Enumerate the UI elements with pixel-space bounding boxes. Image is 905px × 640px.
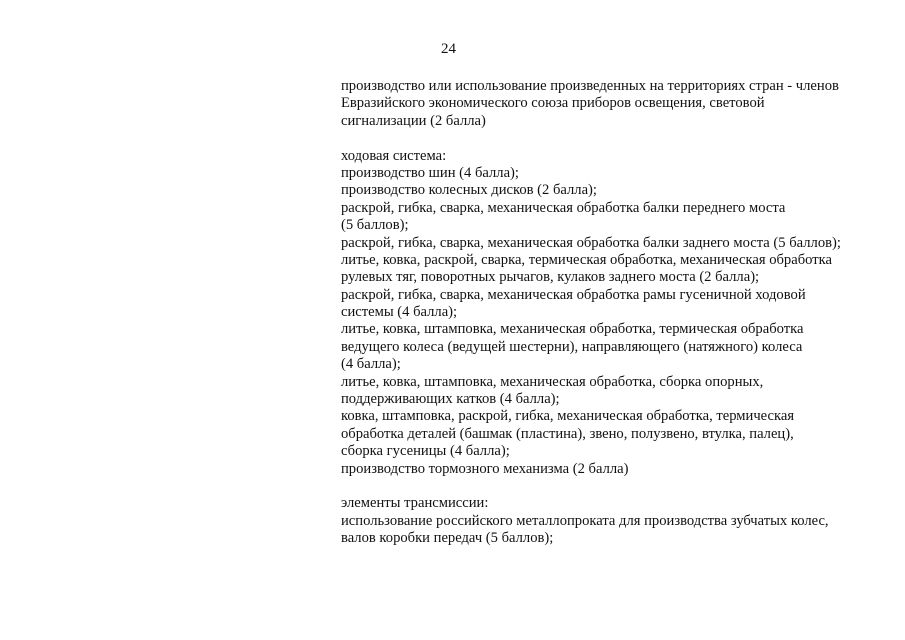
section-heading-chassis: ходовая система:: [341, 147, 447, 164]
text-line: ведущего колеса (ведущей шестерни), направляющего (натяжного) колеса: [341, 338, 803, 355]
section-heading-transmission: элементы трансмиссии:: [341, 495, 489, 512]
text-line: ковка, штамповка, раскрой, гибка, механическая обработка, термическая: [341, 408, 795, 425]
text-line: валов коробки передач (5 баллов);: [341, 530, 554, 547]
text-line: использование российского металлопроката для производства зубчатых колес,: [341, 512, 829, 529]
text-line: литье, ковка, штамповка, механическая обработка, сборка опорных,: [341, 373, 764, 390]
text-line: производство тормозного механизма (2 балла): [341, 460, 629, 477]
blank-line: [341, 130, 881, 147]
blank-line: [341, 478, 881, 495]
text-line: литье, ковка, раскрой, сварка, термическая обработка, механическая обработка: [341, 251, 832, 268]
text-line: сборка гусеницы (4 балла);: [341, 443, 510, 460]
document-body: [341, 78, 881, 548]
text-line: литье, ковка, штамповка, механическая обработка, термическая обработка: [341, 321, 804, 338]
text-line: Евразийского экономического союза приборов освещения, световой: [341, 95, 765, 112]
text-line: производство шин (4 балла);: [341, 164, 519, 181]
text-line: (5 баллов);: [341, 217, 409, 234]
text-line: производство или использование произведенных на территориях стран - членов: [341, 78, 839, 94]
text-line: раскрой, гибка, сварка, механическая обработка балки заднего моста (5 баллов);: [341, 234, 841, 251]
text-line: раскрой, гибка, сварка, механическая обработка балки переднего моста: [341, 199, 786, 216]
text-line: обработка деталей (башмак (пластина), звено, полузвено, втулка, палец),: [341, 425, 794, 442]
text-line: системы (4 балла);: [341, 304, 458, 321]
text-line: поддерживающих катков (4 балла);: [341, 391, 560, 408]
text-line: рулевых тяг, поворотных рычагов, кулаков заднего моста (2 балла);: [341, 269, 760, 286]
text-line: (4 балла);: [341, 356, 401, 373]
text-line: производство колесных дисков (2 балла);: [341, 182, 597, 199]
text-line: сигнализации (2 балла): [341, 112, 486, 129]
text-line: раскрой, гибка, сварка, механическая обработка рамы гусеничной ходовой: [341, 286, 806, 303]
page-number: 24: [441, 41, 456, 57]
